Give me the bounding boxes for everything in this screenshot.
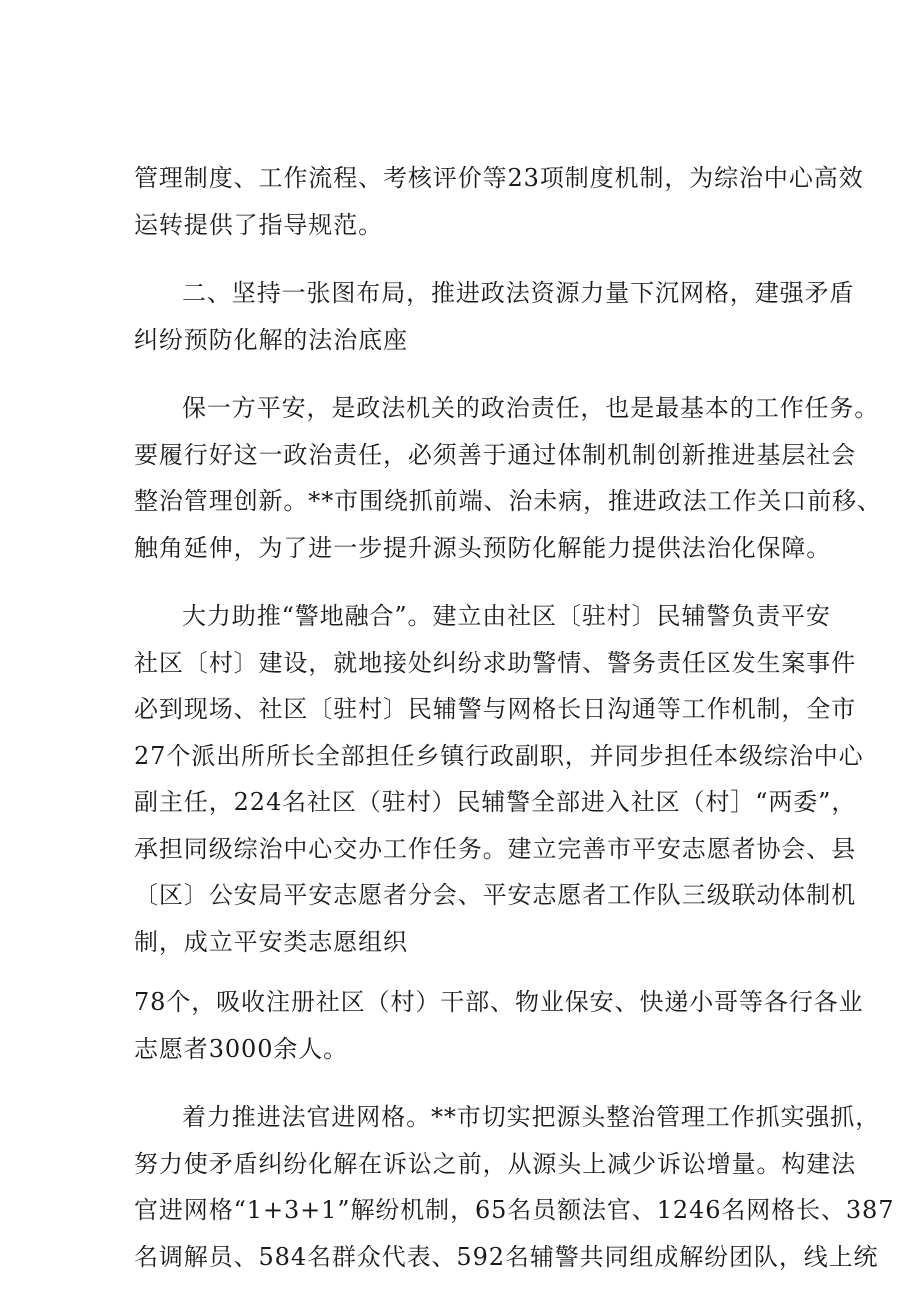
text-line: 名调解员、584名群众代表、592名辅警共同组成解纷团队，线上统: [134, 1242, 879, 1271]
text-line: 整治管理创新。**市围绕抓前端、治未病，推进政法工作关口前移、: [134, 487, 882, 515]
text-line: 27个派出所所长全部担任乡镇行政副职，并同步担任本级综治中心: [134, 741, 864, 770]
text-line: 志愿者3000余人。: [134, 1034, 349, 1063]
text-line: 着力推进法官进网格。**市切实把源头整治管理工作抓实强抓，: [182, 1103, 881, 1131]
text-line: 大力助推“警地融合”。建立由社区〔驻村〕民辅警负责平安: [182, 602, 831, 630]
text-line: 触角延伸，为了进一步提升源头预防化解能力提供法治化保障。: [134, 533, 832, 562]
text-line: 努力使矛盾纠纷化解在诉讼之前，从源头上减少诉讼增量。构建法: [134, 1149, 857, 1178]
text-line: 运转提供了指导规范。: [134, 210, 383, 239]
text-line: 制，成立平安类志愿组织: [134, 927, 408, 956]
text-line: 二、坚持一张图布局，推进政法资源力量下沉网格，建强矛盾: [182, 279, 855, 307]
paragraph-4: [134, 593, 864, 965]
text-line: 78个，吸收注册社区（村）干部、物业保安、快递小哥等各行各业: [134, 988, 864, 1016]
text-line: 必到现场、社区〔驻村〕民辅警与网格长日沟通等工作机制，全市: [134, 695, 857, 723]
text-line: 副主任，224名社区（驻村）民辅警全部进入社区（村］“两委”，: [134, 788, 857, 816]
text-line: 管理制度、工作流程、考核评价等23项制度机制，为综治中心高效: [134, 164, 864, 192]
paragraph-3: [134, 385, 882, 571]
text-line: 保一方平安，是政法机关的政治责任，也是最基本的工作任务。: [182, 394, 880, 422]
text-line: 纠纷预防化解的法治底座: [134, 325, 408, 354]
paragraph-5: [134, 979, 864, 1072]
text-line: 承担同级综治中心交办工作任务。建立完善市平安志愿者协会、县: [134, 834, 857, 863]
text-line: 社区〔村〕建设，就地接处纠纷求助警情、警务责任区发生案事件: [134, 648, 857, 677]
paragraph-1: [134, 155, 864, 248]
paragraph-6: [134, 1094, 895, 1280]
section-heading: [134, 270, 855, 363]
text-line: 官进网格“1+3+1”解纷机制，65名员额法官、1246名网格长、387: [134, 1196, 895, 1224]
text-line: 要履行好这一政治责任，必须善于通过体制机制创新推进基层社会: [134, 440, 857, 469]
document-body: [134, 155, 895, 1280]
text-line: 〔区〕公安局平安志愿者分会、平安志愿者工作队三级联动体制机: [134, 881, 857, 909]
